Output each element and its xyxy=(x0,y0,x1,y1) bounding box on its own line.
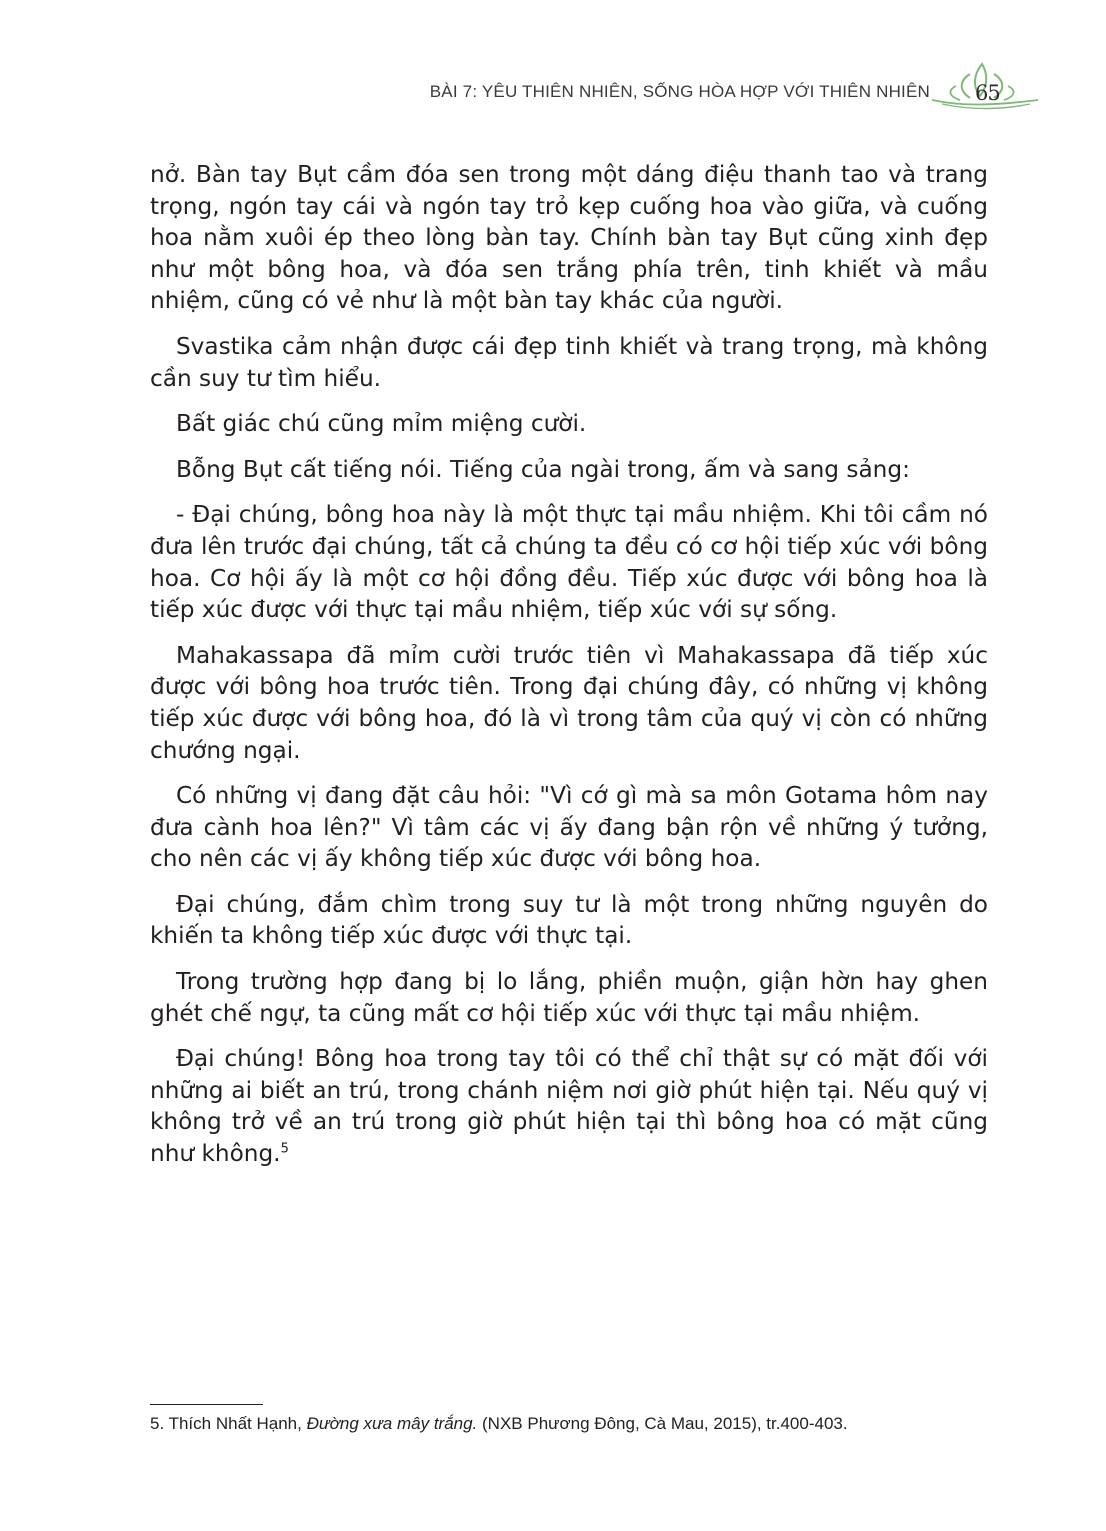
paragraph: nở. Bàn tay Bụt cầm đóa sen trong một dáng điệu thanh tao và trang trọng, ngón tay cái và ngón tay trỏ kẹp cuống hoa vào giữa, và cuống hoa nằm xuôi ép theo lòng bàn tay. Chính bàn tay Bụt cũng xinh đẹp như một bông hoa, và đóa sen trắng phía trên, tinh khiết và mầu nhiệm, cũng có vẻ như là một bàn tay khác của người. xyxy=(150,161,988,315)
page-number: 65 xyxy=(975,81,1000,105)
paragraph: Có những vị đang đặt câu hỏi: "Vì cớ gì mà sa môn Gotama hôm nay đưa cành hoa lên?" Vì tâm các vị ấy đang bận rộn về những ý tưởng, cho nên các vị ấy không tiếp xúc được với bông hoa. xyxy=(150,782,988,873)
paragraph: Bỗng Bụt cất tiếng nói. Tiếng của ngài trong, ấm và sang sảng: xyxy=(175,455,910,483)
paragraph: Trong trường hợp đang bị lo lắng, phiền muộn, giận hờn hay ghen ghét chế ngự, ta cũng mất cơ hội tiếp xúc với thực tại mầu nhiệm. xyxy=(150,968,988,1027)
paragraph: - Đại chúng, bông hoa này là một thực tại mầu nhiệm. Khi tôi cầm nó đưa lên trước đại chúng, tất cả chúng ta đều có cơ hội tiếp xúc với bông hoa. Cơ hội ấy là một cơ hội đồng đều. Tiếp xúc được với bông hoa là tiếp xúc được với thực tại mầu nhiệm, tiếp xúc với sự sống. xyxy=(150,501,988,624)
page-header xyxy=(0,60,1106,130)
paragraph: Đại chúng, đắm chìm trong suy tư là một trong những nguyên do khiến ta không tiếp xúc được với thực tại. xyxy=(150,890,988,950)
footnote-book-title: Đường xưa mây trắng. xyxy=(306,1414,478,1433)
body-text xyxy=(150,159,988,1184)
paragraph-last xyxy=(150,1043,988,1169)
paragraph: Mahakassapa đã mỉm cười trước tiên vì Mahakassapa đã tiếp xúc được với bông hoa trước tiên. Trong đại chúng đây, có những vị không tiếp xúc được với bông hoa, đó là vì trong tâm của quý vị còn có những chướng ngại. xyxy=(150,641,988,764)
footnote-prefix: 5. Thích Nhất Hạnh, xyxy=(150,1414,307,1433)
paragraph: Bất giác chú cũng mỉm miệng cười. xyxy=(175,410,587,438)
paragraph-text: Đại chúng! Bông hoa trong tay tôi có thể chỉ thật sự có mặt đối với những ai biết an trú, trong chánh niệm nơi giờ phút hiện tại. Nếu quý vị không trở về an trú trong giờ phút hiện tại thì bông hoa có mặt cũng như không. xyxy=(150,1045,988,1168)
chapter-title: BÀI 7: YÊU THIÊN NHIÊN, SỐNG HÒA HỢP VỚI THIÊN NHIÊN xyxy=(429,82,930,101)
footnote xyxy=(150,1414,848,1434)
footnote-reference: 5 xyxy=(280,1141,289,1157)
footnote-suffix: (NXB Phương Đông, Cà Mau, 2015), tr.400-403. xyxy=(477,1414,848,1433)
paragraph: Svastika cảm nhận được cái đẹp tinh khiết và trang trọng, mà không cần suy tư tìm hiểu. xyxy=(150,332,988,392)
footnote-divider xyxy=(150,1404,263,1405)
